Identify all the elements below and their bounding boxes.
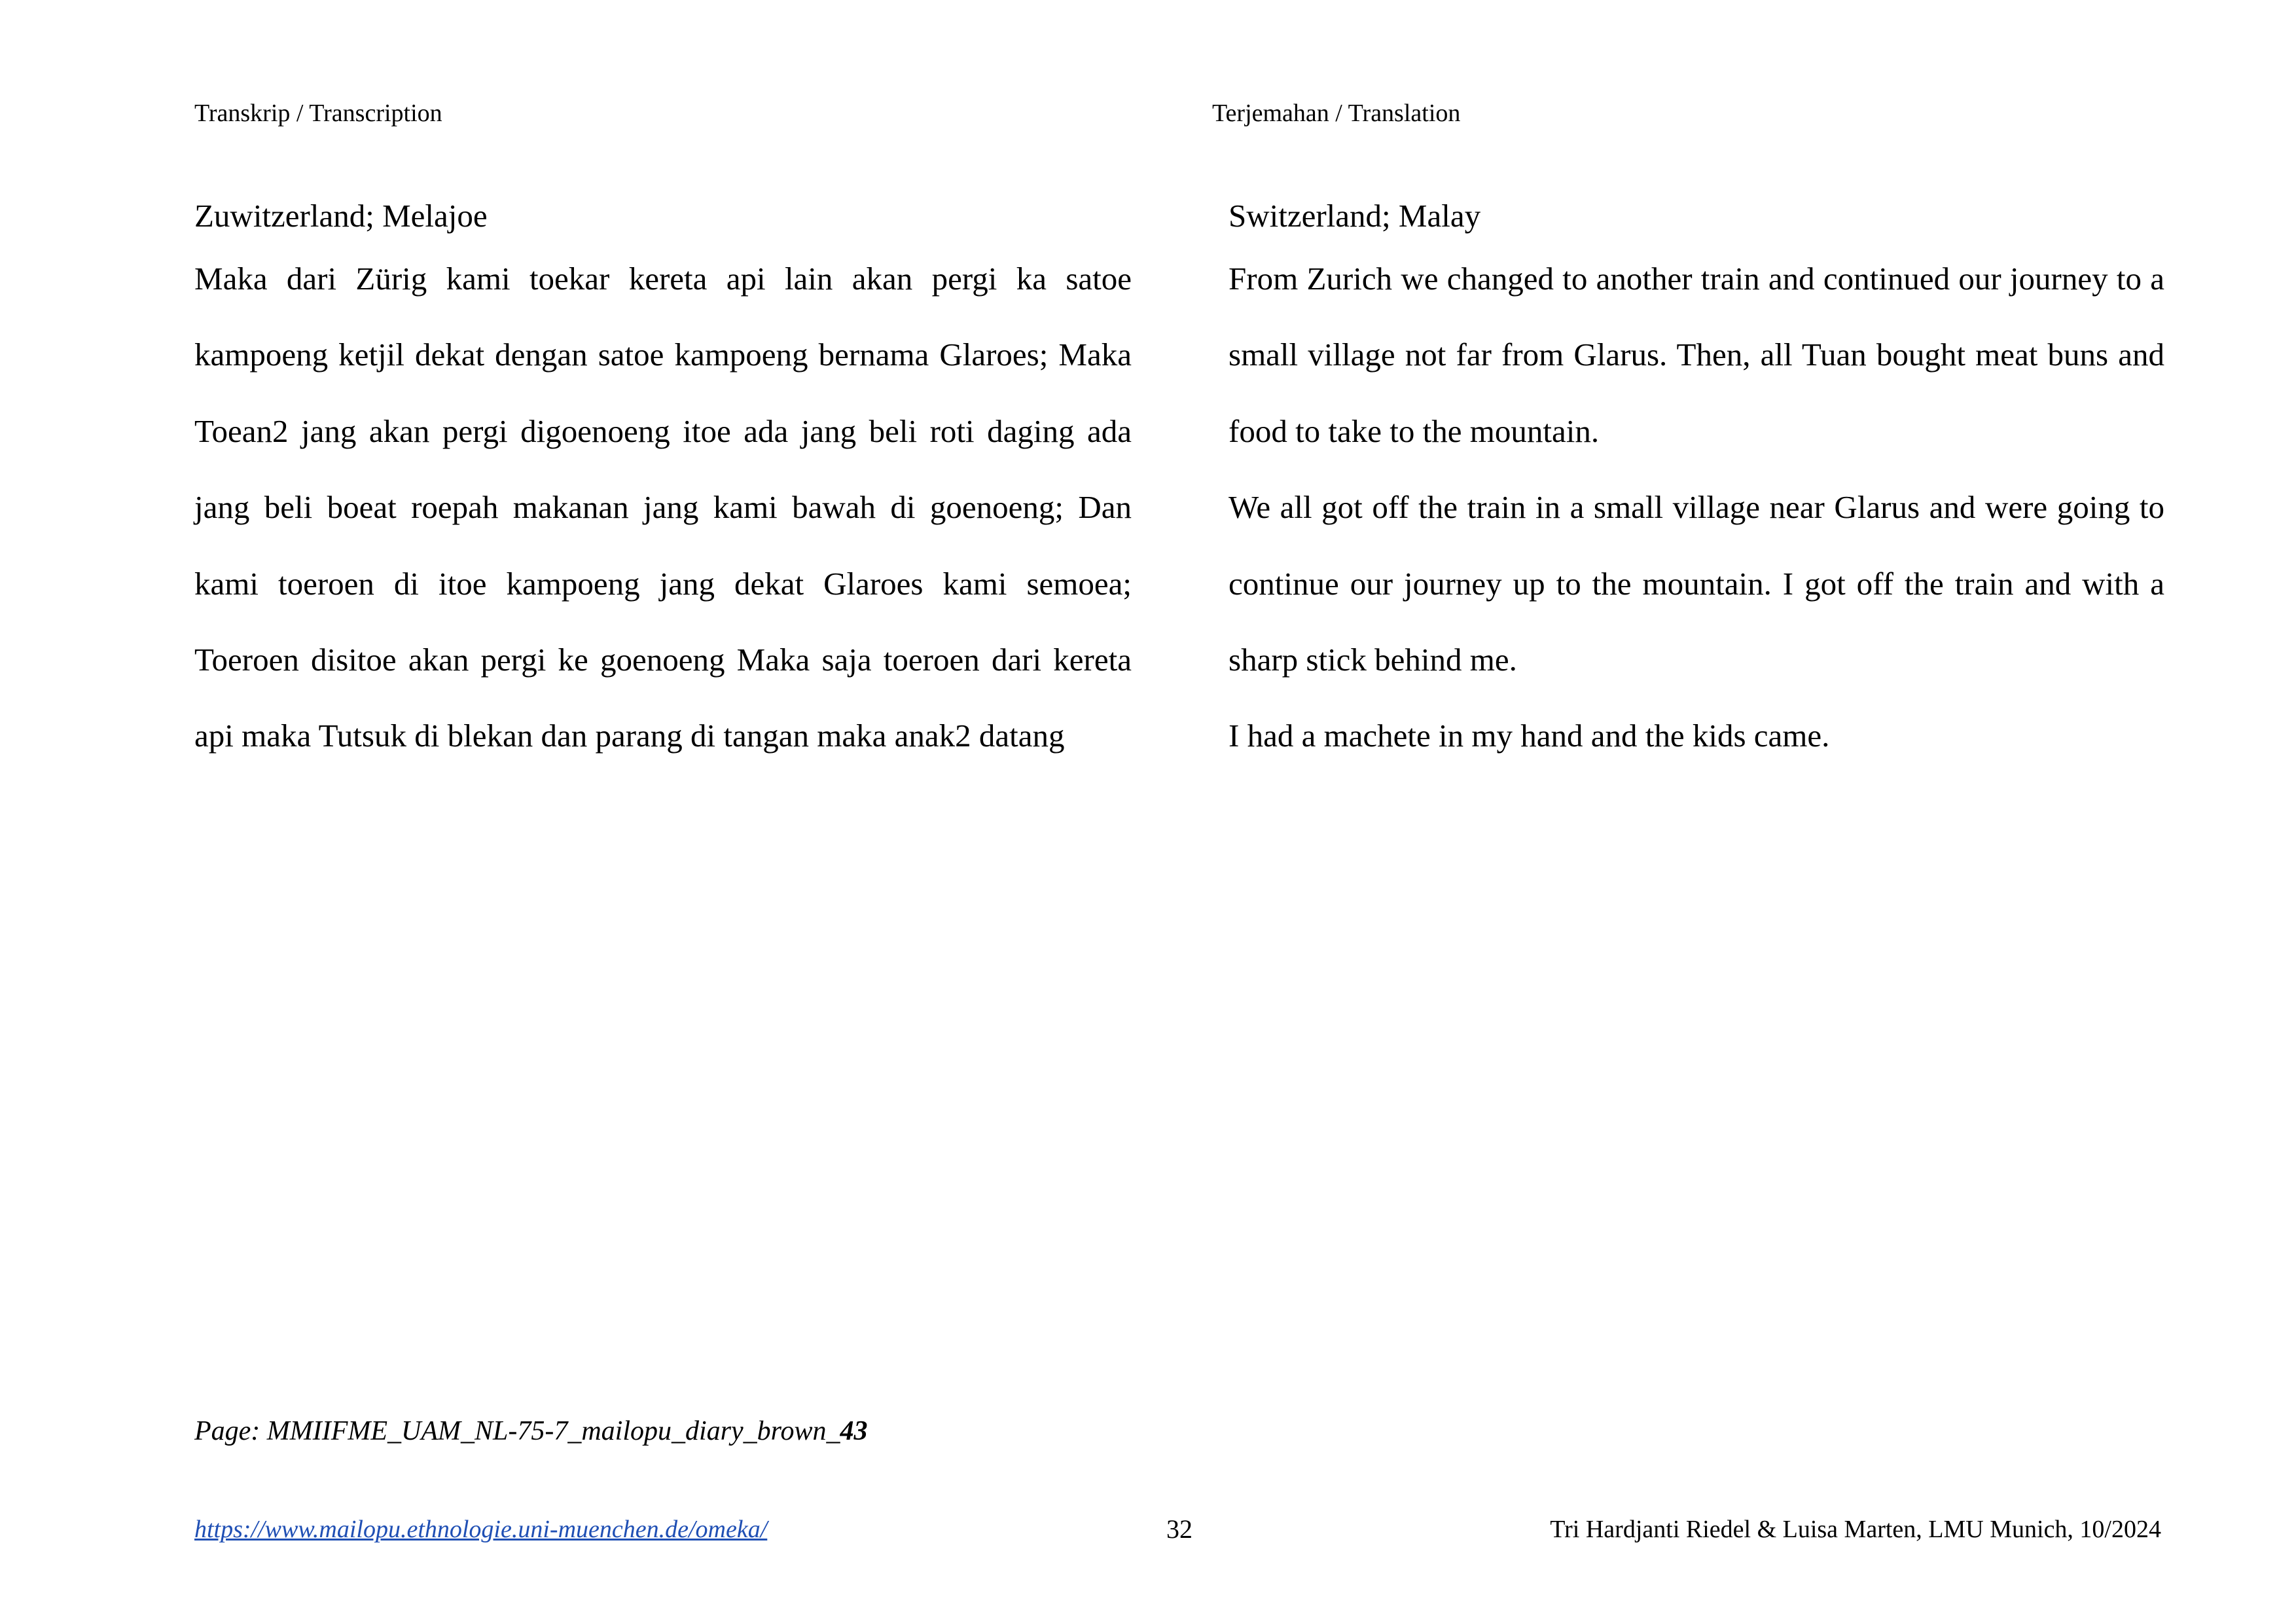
translation-title: Switzerland; Malay (1229, 198, 1481, 234)
translation-paragraph: From Zurich we changed to another train and continued our journey to a small village not far from Glarus. Then, all Tuan bought meat buns and food to take to the mountain. (1229, 261, 2164, 449)
footer-credit: Tri Hardjanti Riedel & Luisa Marten, LMU Munich, 10/2024 (1550, 1516, 2161, 1543)
translation-paragraph: We all got off the train in a small village near Glarus and were going to continue our journey up to the mountain. I got off the train and with a sharp stick behind me. (1229, 489, 2164, 678)
transcription-text: Maka dari Zürig kami toekar kereta api lain akan pergi ka satoe kampoeng ketjil dekat dengan satoe kampoeng bernama Glaroes; Maka Toean2 jang akan pergi digoenoeng itoe ada jang beli roti daging ada jang beli boeat roepah makanan jang kami bawah di goenoeng; Dan kami toeroen di itoe kampoeng jang dekat Glaroes kami semoea; Toeroen disitoe akan pergi ke goenoeng Maka saja toeroen dari kereta api maka Tutsuk di blekan dan parang di tangan maka anak2 datang (194, 261, 1132, 754)
translation-paragraph: I had a machete in my hand and the kids came. (1229, 718, 1830, 754)
page-number: 32 (1166, 1514, 1193, 1544)
transcription-title: Zuwitzerland; Melajoe (194, 198, 488, 234)
transcription-column-header: Transkrip / Transcription (194, 100, 442, 127)
page-reference (194, 1413, 867, 1450)
translation-column-header: Terjemahan / Translation (1212, 100, 1461, 127)
page-reference-number: 43 (840, 1416, 868, 1446)
page-reference-prefix: Page: MMIIFME_UAM_NL-75-7_mailopu_diary_brown_ (194, 1416, 840, 1446)
translation-column (1229, 191, 2164, 775)
transcription-column (194, 191, 1132, 775)
archive-link[interactable]: https://www.mailopu.ethnologie.uni-muenchen.de/omeka/ (194, 1516, 768, 1543)
